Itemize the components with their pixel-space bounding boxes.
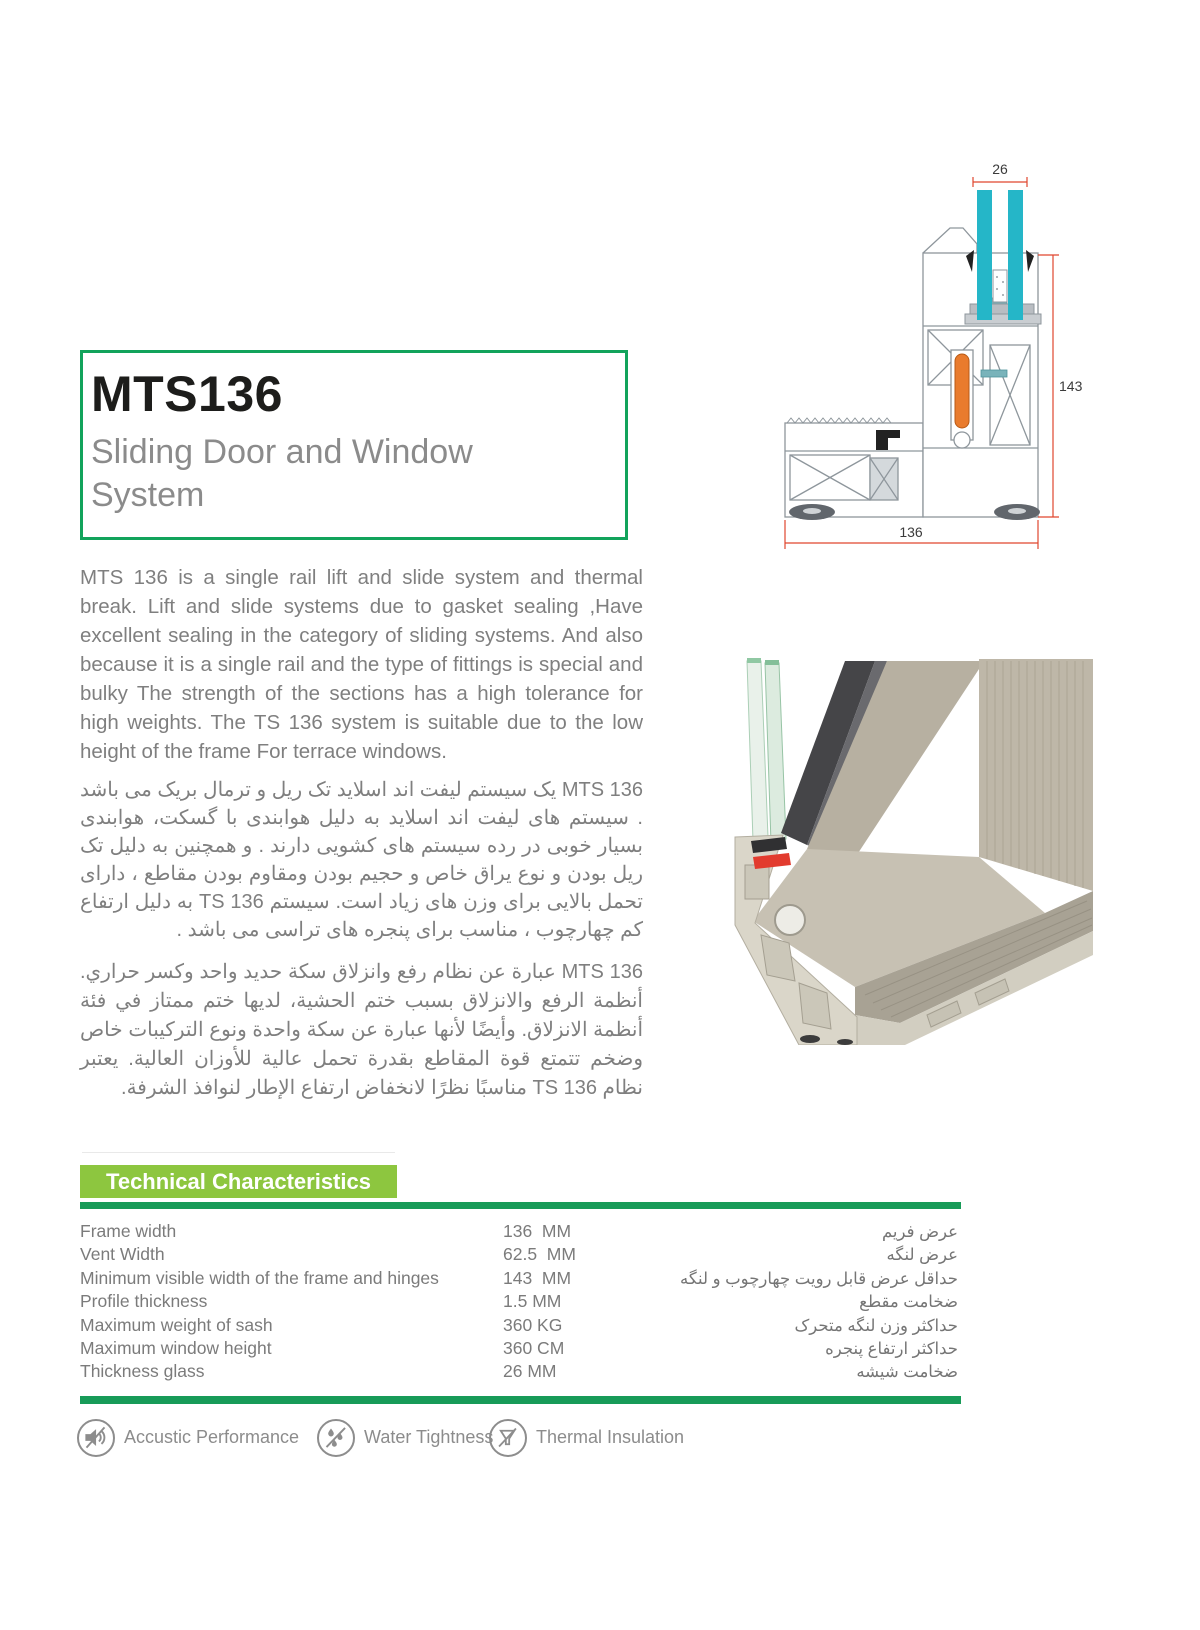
table-row <box>80 1268 958 1291</box>
page-subtitle: Sliding Door and Window System <box>91 433 473 514</box>
render-roller <box>775 905 805 935</box>
row-value: 136 MM <box>503 1221 572 1241</box>
row-label-fa: حداکثر ارتفاع پنجره <box>825 1339 958 1358</box>
divider <box>82 1152 395 1153</box>
dimension-line-143 <box>1038 255 1059 517</box>
row-label-en: Vent Width <box>80 1244 165 1265</box>
cross-section-drawing <box>748 158 1088 568</box>
profile-3d-render <box>695 625 1095 1045</box>
glass-pane <box>1008 190 1023 320</box>
speaker-muted-icon <box>77 1419 115 1457</box>
table-row <box>80 1361 958 1384</box>
row-label-en: Maximum weight of sash <box>80 1314 273 1335</box>
table-row <box>80 1221 958 1244</box>
row-label-fa: حداکثر وزن لنگه متحرک <box>794 1316 958 1335</box>
row-label-fa: عرض فریم <box>881 1223 958 1241</box>
tech-table <box>80 1221 958 1385</box>
dim-label-width: 136 <box>899 524 923 540</box>
row-value: 143 MM <box>503 1267 572 1288</box>
row-label-en: Profile thickness <box>80 1291 208 1312</box>
row-value: 360 KG <box>503 1314 563 1335</box>
render-glass <box>747 661 768 841</box>
row-label-en: Maximum window height <box>80 1337 272 1358</box>
row-label-fa: حداقل عرض قابل رویت چهارچوب و لنگه <box>680 1269 958 1288</box>
row-value: 1.5 MM <box>503 1291 562 1312</box>
roller <box>955 354 969 428</box>
green-rule <box>80 1202 961 1209</box>
dim-label-height: 143 <box>1059 378 1083 394</box>
table-row <box>80 1338 958 1361</box>
glass-pane <box>977 190 992 320</box>
page-title: MTS136 <box>91 366 283 422</box>
dim-label-glass: 26 <box>992 161 1008 177</box>
tech-characteristics-header: Technical Characteristics <box>80 1165 397 1198</box>
green-rule <box>80 1396 961 1404</box>
title-box <box>80 350 628 540</box>
feature-label: Accustic Performance <box>124 1427 300 1447</box>
row-value: 360 CM <box>503 1337 565 1358</box>
row-value: 26 MM <box>503 1361 557 1382</box>
water-drops-icon <box>317 1419 355 1457</box>
glazing-spacer <box>993 270 1007 302</box>
table-row <box>80 1315 958 1338</box>
table-row <box>80 1291 958 1314</box>
description-english: MTS 136 is a single rail lift and slide system and thermal break. Lift and slide systems due to gasket sealing ,Have excellent sealing in the category of sliding systems. And also because it is a single rail and the type of fittings is special and bulky The strength of the sections has a high tolerance for high weights. The TS 136 system is suitable due to the low height of the frame For terrace windows. <box>80 566 643 763</box>
table-row <box>80 1244 958 1267</box>
feature-label: Water Tightness <box>364 1427 494 1447</box>
row-label-en: Minimum visible width of the frame and hinges <box>80 1267 439 1288</box>
row-label-en: Thickness glass <box>80 1361 205 1382</box>
description-arabic: MTS 136 عبارة عن نظام رفع وانزلاق سكة حديد واحد وكسر حراري. أنظمة الرفع والانزلاق بسبب ختم الحشية، لديها ختم ممتاز في فئة أنظمة الانزلاق. وأيضًا لأنها عبارة عن سكة واحدة ونوع التركيبات خاص وضخم تتمتع قوة المقاطع بقدرة تحمل عالية للأوزان العالية. يعتبر نظام TS 136 مناسبًا نظرًا لانخفاض ارتفاع الإطار لنوافذ الشرفة. <box>80 961 643 1099</box>
row-label-fa: ضخامت مقطع <box>859 1293 958 1312</box>
render-jamb <box>979 659 1093 891</box>
row-label-fa: عرض لنگه <box>886 1246 958 1265</box>
feature-label: Thermal Insulation <box>536 1427 685 1447</box>
description-persian: MTS 136 یک سیستم لیفت اند اسلاید تک ریل و ترمال بریک می باشد . سیستم های لیفت اند اسلاید به دلیل هوابندی با گسکت، هوابندی بسیار خوبی در رده سیستم های کشویی دارند . و همچنین به دلیل تک ریل بودن و نوع یراق خاص و حجیم بودن ومقاوم بودن مقاطع ، دارای تحمل بالایی برای وزن های زیاد است. سیستم TS 136 به دلیل ارتفاع کم چهارچوب ، مناسب برای پنجره های تراسی می باشد . <box>80 779 643 941</box>
thermal-insulation-icon <box>489 1419 527 1457</box>
row-label-en: Frame width <box>80 1221 177 1241</box>
row-label-fa: ضخامت شیشه <box>856 1363 958 1382</box>
dimension-line-26 <box>973 177 1027 187</box>
row-value: 62.5 MM <box>503 1244 576 1265</box>
